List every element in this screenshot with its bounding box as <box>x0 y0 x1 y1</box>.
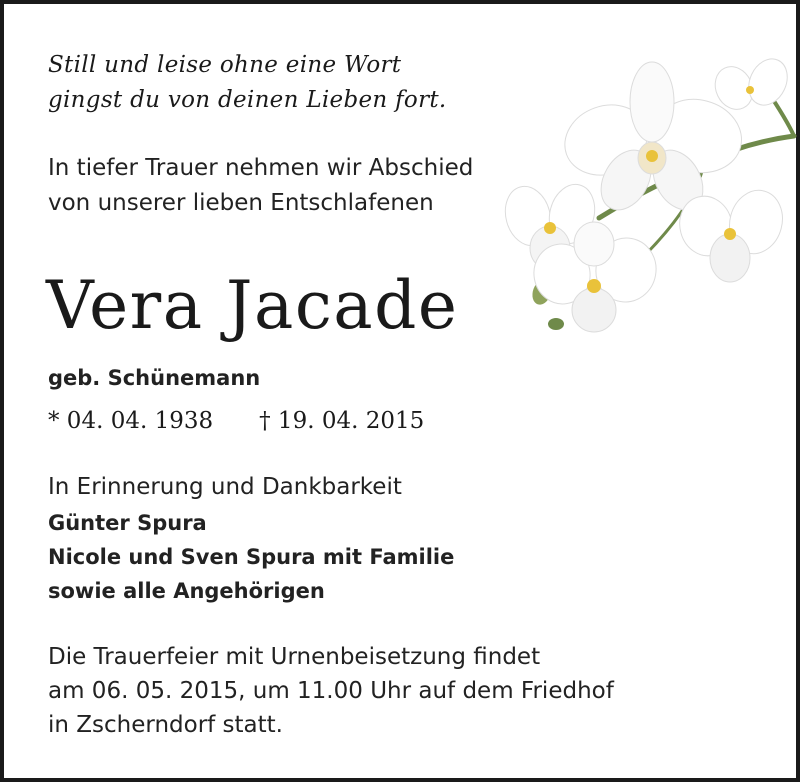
life-dates <box>48 404 424 438</box>
mourner-name: Günter Spura <box>48 511 207 535</box>
funeral-service-info <box>48 640 614 742</box>
mourner-name: sowie alle Angehörigen <box>48 579 325 603</box>
intro-text <box>48 151 473 221</box>
intro-line: von unserer lieben Entschlafenen <box>48 190 434 216</box>
memory-line: In Erinnerung und Dankbarkeit <box>48 474 402 500</box>
birth-date: * 04. 04. 1938 <box>48 408 214 434</box>
poem-line: Still und leise ohne eine Wort <box>48 52 402 78</box>
deceased-name: Vera Jacade <box>46 267 459 344</box>
orchid-illustration <box>504 40 799 340</box>
poem-line: gingst du von deinen Lieben fort. <box>48 87 447 113</box>
death-date: † 19. 04. 2015 <box>259 408 425 434</box>
poem-verse <box>48 48 447 118</box>
mourner-name: Nicole und Sven Spura mit Familie <box>48 545 455 569</box>
intro-line: In tiefer Trauer nehmen wir Abschied <box>48 155 474 181</box>
service-line: Die Trauerfeier mit Urnenbeisetzung findet <box>48 644 541 670</box>
maiden-name: geb. Schünemann <box>48 366 261 390</box>
service-line: in Zscherndorf statt. <box>48 712 283 738</box>
mourners-list <box>48 506 454 608</box>
service-line: am 06. 05. 2015, um 11.00 Uhr auf dem Friedhof <box>48 678 614 704</box>
